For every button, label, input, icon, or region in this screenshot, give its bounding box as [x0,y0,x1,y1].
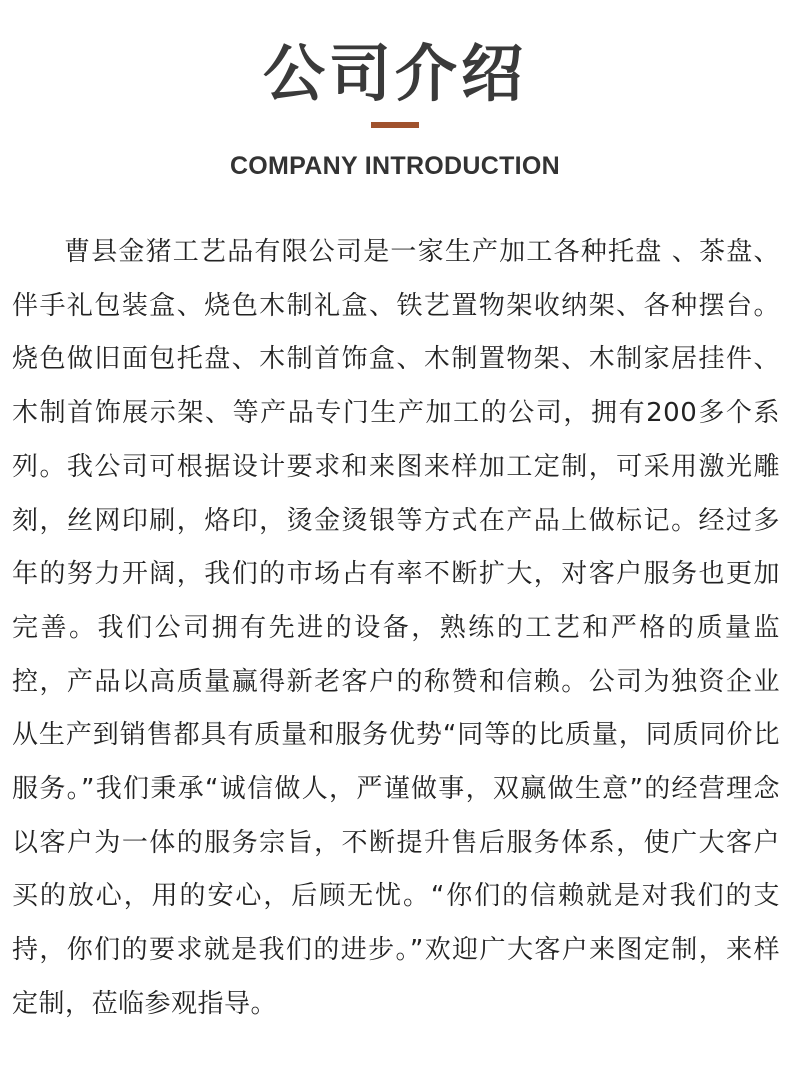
page-title: 公司介绍 [262,37,527,110]
company-description: 曹县金猪工艺品有限公司是一家生产加工各种托盘 、茶盘、伴手礼包装盒、烧色木制礼盒、铁艺置物架收纳架、各种摆台。烧色做旧面包托盘、木制首饰盒、木制置物架、木制家居挂件、木制首饰展示架、等产品专门生产加工的公司，拥有200多个系列。我公司可根据设计要求和来图来样加工定制，可采用激光雕刻，丝网印刷，烙印，烫金烫银等方式在产品上做标记。经过多年的努力开阔，我们的市场占有率不断扩大，对客户服务也更加完善。我们公司拥有先进的设备，熟练的工艺和严格的质量监控，产品以高质量赢得新老客户的称赞和信赖。公司为独资企业从生产到销售都具有质量和服务优势“同等的比质量，同质同价比服务。”我们秉承“诚信做人，严谨做事，双赢做生意”的经营理念以客户为一体的服务宗旨，不断提升售后服务体系，使广大客户买的放心，用的安心，后顾无忧。“你们的信赖就是对我们的支持，你们的要求就是我们的进步。”欢迎广大客户来图定制，来样定制，莅临参观指导。 [12,237,780,1019]
page-subtitle: COMPANY INTRODUCTION [229,152,561,180]
title-accent-divider [371,122,419,128]
